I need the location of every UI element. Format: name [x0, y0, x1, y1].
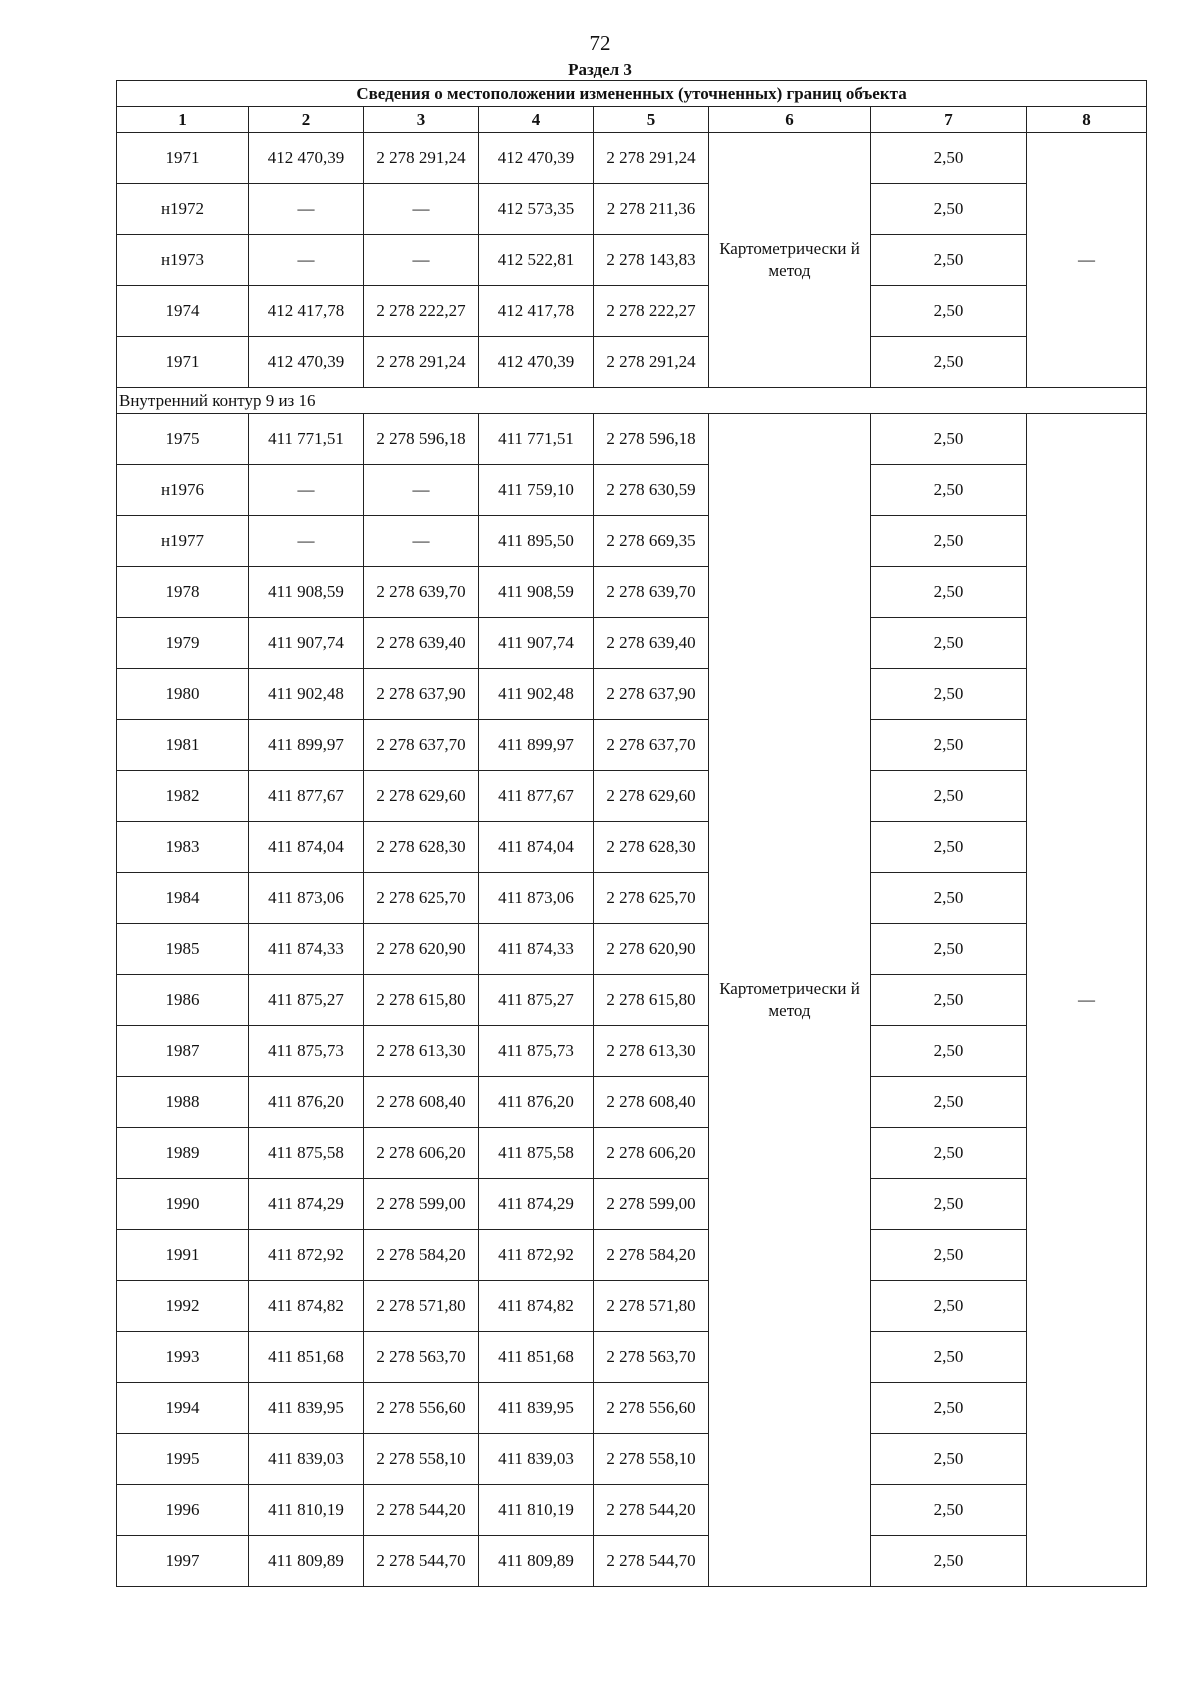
accuracy-cell: 2,50	[871, 1128, 1027, 1179]
accuracy-cell: 2,50	[871, 822, 1027, 873]
existing-y-cell: 2 278 571,80	[364, 1281, 479, 1332]
new-y-cell: 2 278 211,36	[594, 184, 709, 235]
table-row	[117, 1434, 1147, 1485]
existing-x-cell: 411 907,74	[249, 618, 364, 669]
accuracy-cell: 2,50	[871, 1485, 1027, 1536]
new-x-cell: 411 899,97	[479, 720, 594, 771]
column-header: 7	[871, 107, 1027, 133]
column-header: 2	[249, 107, 364, 133]
new-y-cell: 2 278 563,70	[594, 1332, 709, 1383]
existing-y-cell: 2 278 556,60	[364, 1383, 479, 1434]
existing-x-cell: 411 874,82	[249, 1281, 364, 1332]
table-row	[117, 822, 1147, 873]
existing-y-cell: 2 278 584,20	[364, 1230, 479, 1281]
existing-y-cell: 2 278 558,10	[364, 1434, 479, 1485]
column-header-row	[117, 107, 1147, 133]
existing-y-cell: 2 278 625,70	[364, 873, 479, 924]
new-y-cell: 2 278 571,80	[594, 1281, 709, 1332]
new-x-cell: 411 874,33	[479, 924, 594, 975]
new-x-cell: 411 874,82	[479, 1281, 594, 1332]
point-number-cell: н1976	[117, 465, 249, 516]
accuracy-cell: 2,50	[871, 1230, 1027, 1281]
new-y-cell: 2 278 669,35	[594, 516, 709, 567]
existing-y-cell: 2 278 615,80	[364, 975, 479, 1026]
point-number-cell: 1971	[117, 133, 249, 184]
contour-label: Внутренний контур 9 из 16	[117, 388, 1147, 414]
new-x-cell: 411 875,58	[479, 1128, 594, 1179]
table-row	[117, 1077, 1147, 1128]
new-x-cell: 412 470,39	[479, 133, 594, 184]
accuracy-cell: 2,50	[871, 1179, 1027, 1230]
point-number-cell: 1994	[117, 1383, 249, 1434]
existing-x-cell: 411 875,58	[249, 1128, 364, 1179]
table-row	[117, 618, 1147, 669]
existing-y-cell: 2 278 613,30	[364, 1026, 479, 1077]
new-x-cell: 411 874,04	[479, 822, 594, 873]
existing-y-cell: 2 278 599,00	[364, 1179, 479, 1230]
existing-x-cell: —	[249, 235, 364, 286]
new-y-cell: 2 278 544,70	[594, 1536, 709, 1587]
accuracy-cell: 2,50	[871, 1077, 1027, 1128]
new-y-cell: 2 278 625,70	[594, 873, 709, 924]
accuracy-cell: 2,50	[871, 924, 1027, 975]
new-y-cell: 2 278 596,18	[594, 414, 709, 465]
point-number-cell: 1974	[117, 286, 249, 337]
existing-x-cell: 411 899,97	[249, 720, 364, 771]
existing-x-cell: 411 809,89	[249, 1536, 364, 1587]
table-row	[117, 567, 1147, 618]
new-y-cell: 2 278 629,60	[594, 771, 709, 822]
point-number-cell: 1983	[117, 822, 249, 873]
new-x-cell: 412 417,78	[479, 286, 594, 337]
new-x-cell: 411 908,59	[479, 567, 594, 618]
section-title: Раздел 3	[568, 60, 632, 79]
new-x-cell: 411 874,29	[479, 1179, 594, 1230]
existing-x-cell: 411 876,20	[249, 1077, 364, 1128]
accuracy-cell: 2,50	[871, 975, 1027, 1026]
existing-x-cell: —	[249, 516, 364, 567]
point-number-cell: 1986	[117, 975, 249, 1026]
table-row	[117, 337, 1147, 388]
table-row	[117, 873, 1147, 924]
accuracy-cell: 2,50	[871, 873, 1027, 924]
table-row	[117, 771, 1147, 822]
column-header: 1	[117, 107, 249, 133]
new-x-cell: 411 895,50	[479, 516, 594, 567]
point-number-cell: 1987	[117, 1026, 249, 1077]
accuracy-cell: 2,50	[871, 1026, 1027, 1077]
existing-x-cell: 411 875,27	[249, 975, 364, 1026]
accuracy-cell: 2,50	[871, 235, 1027, 286]
table-row	[117, 184, 1147, 235]
column-header: 4	[479, 107, 594, 133]
method-cell: Картометрически й метод	[709, 414, 871, 1587]
table-row	[117, 516, 1147, 567]
existing-y-cell: —	[364, 235, 479, 286]
point-number-cell: 1991	[117, 1230, 249, 1281]
existing-y-cell: 2 278 629,60	[364, 771, 479, 822]
existing-y-cell: 2 278 620,90	[364, 924, 479, 975]
new-x-cell: 411 771,51	[479, 414, 594, 465]
point-number-cell: 1981	[117, 720, 249, 771]
point-number-cell: 1982	[117, 771, 249, 822]
point-number-cell: 1985	[117, 924, 249, 975]
accuracy-cell: 2,50	[871, 669, 1027, 720]
existing-x-cell: 412 417,78	[249, 286, 364, 337]
point-number-cell: 1989	[117, 1128, 249, 1179]
table-row	[117, 1230, 1147, 1281]
new-y-cell: 2 278 558,10	[594, 1434, 709, 1485]
table-title-row	[117, 81, 1147, 107]
table-row	[117, 669, 1147, 720]
column-8-cell: —	[1027, 414, 1147, 1587]
table-row	[117, 133, 1147, 184]
new-y-cell: 2 278 599,00	[594, 1179, 709, 1230]
existing-y-cell: —	[364, 516, 479, 567]
new-x-cell: 411 902,48	[479, 669, 594, 720]
new-x-cell: 411 839,03	[479, 1434, 594, 1485]
new-y-cell: 2 278 620,90	[594, 924, 709, 975]
existing-x-cell: 411 851,68	[249, 1332, 364, 1383]
new-y-cell: 2 278 291,24	[594, 337, 709, 388]
method-cell: Картометрически й метод	[709, 133, 871, 388]
new-y-cell: 2 278 556,60	[594, 1383, 709, 1434]
point-number-cell: 1988	[117, 1077, 249, 1128]
table-row	[117, 1383, 1147, 1434]
new-y-cell: 2 278 222,27	[594, 286, 709, 337]
new-x-cell: 411 872,92	[479, 1230, 594, 1281]
table-row	[117, 720, 1147, 771]
new-x-cell: 411 839,95	[479, 1383, 594, 1434]
existing-x-cell: 411 877,67	[249, 771, 364, 822]
accuracy-cell: 2,50	[871, 337, 1027, 388]
table-row	[117, 414, 1147, 465]
new-x-cell: 411 873,06	[479, 873, 594, 924]
table-row	[117, 286, 1147, 337]
point-number-cell: 1990	[117, 1179, 249, 1230]
point-number-cell: 1979	[117, 618, 249, 669]
existing-y-cell: 2 278 544,70	[364, 1536, 479, 1587]
accuracy-cell: 2,50	[871, 1332, 1027, 1383]
new-x-cell: 411 877,67	[479, 771, 594, 822]
table-row	[117, 235, 1147, 286]
point-number-cell: 1997	[117, 1536, 249, 1587]
new-x-cell: 411 875,27	[479, 975, 594, 1026]
point-number-cell: 1975	[117, 414, 249, 465]
existing-x-cell: 411 875,73	[249, 1026, 364, 1077]
existing-y-cell: 2 278 637,70	[364, 720, 479, 771]
existing-x-cell: 411 872,92	[249, 1230, 364, 1281]
point-number-cell: 1996	[117, 1485, 249, 1536]
accuracy-cell: 2,50	[871, 720, 1027, 771]
existing-y-cell: 2 278 639,70	[364, 567, 479, 618]
point-number-cell: 1980	[117, 669, 249, 720]
column-header: 5	[594, 107, 709, 133]
column-header: 8	[1027, 107, 1147, 133]
new-y-cell: 2 278 615,80	[594, 975, 709, 1026]
contour-label-row	[117, 388, 1147, 414]
accuracy-cell: 2,50	[871, 1281, 1027, 1332]
accuracy-cell: 2,50	[871, 1383, 1027, 1434]
table-row	[117, 465, 1147, 516]
existing-x-cell: —	[249, 184, 364, 235]
point-number-cell: 1993	[117, 1332, 249, 1383]
accuracy-cell: 2,50	[871, 133, 1027, 184]
existing-y-cell: 2 278 596,18	[364, 414, 479, 465]
existing-x-cell: 411 771,51	[249, 414, 364, 465]
existing-y-cell: 2 278 639,40	[364, 618, 479, 669]
accuracy-cell: 2,50	[871, 1434, 1027, 1485]
new-x-cell: 411 810,19	[479, 1485, 594, 1536]
existing-x-cell: 411 874,29	[249, 1179, 364, 1230]
new-y-cell: 2 278 630,59	[594, 465, 709, 516]
existing-y-cell: 2 278 544,20	[364, 1485, 479, 1536]
point-number-cell: н1972	[117, 184, 249, 235]
new-x-cell: 412 470,39	[479, 337, 594, 388]
table-row	[117, 975, 1147, 1026]
new-y-cell: 2 278 637,90	[594, 669, 709, 720]
accuracy-cell: 2,50	[871, 516, 1027, 567]
point-number-cell: 1978	[117, 567, 249, 618]
table-row	[117, 1281, 1147, 1332]
page-number: 72	[589, 31, 611, 55]
accuracy-cell: 2,50	[871, 771, 1027, 822]
existing-y-cell: 2 278 628,30	[364, 822, 479, 873]
new-x-cell: 411 875,73	[479, 1026, 594, 1077]
accuracy-cell: 2,50	[871, 567, 1027, 618]
new-y-cell: 2 278 608,40	[594, 1077, 709, 1128]
existing-x-cell: 411 873,06	[249, 873, 364, 924]
table-row	[117, 1332, 1147, 1383]
existing-y-cell: 2 278 222,27	[364, 286, 479, 337]
existing-y-cell: 2 278 291,24	[364, 133, 479, 184]
existing-x-cell: 411 839,03	[249, 1434, 364, 1485]
accuracy-cell: 2,50	[871, 414, 1027, 465]
existing-x-cell: 411 874,04	[249, 822, 364, 873]
new-y-cell: 2 278 637,70	[594, 720, 709, 771]
column-8-cell: —	[1027, 133, 1147, 388]
existing-x-cell: 411 902,48	[249, 669, 364, 720]
existing-x-cell: 411 810,19	[249, 1485, 364, 1536]
existing-y-cell: 2 278 563,70	[364, 1332, 479, 1383]
accuracy-cell: 2,50	[871, 184, 1027, 235]
existing-x-cell: —	[249, 465, 364, 516]
boundary-table	[116, 80, 1147, 1587]
existing-x-cell: 411 874,33	[249, 924, 364, 975]
existing-y-cell: 2 278 291,24	[364, 337, 479, 388]
table-title: Сведения о местоположении измененных (уточненных) границ объекта	[117, 81, 1147, 107]
existing-x-cell: 411 839,95	[249, 1383, 364, 1434]
existing-y-cell: 2 278 608,40	[364, 1077, 479, 1128]
existing-y-cell: —	[364, 465, 479, 516]
point-number-cell: 1984	[117, 873, 249, 924]
table-row	[117, 924, 1147, 975]
new-x-cell: 412 522,81	[479, 235, 594, 286]
new-y-cell: 2 278 639,40	[594, 618, 709, 669]
point-number-cell: н1973	[117, 235, 249, 286]
point-number-cell: н1977	[117, 516, 249, 567]
new-x-cell: 411 876,20	[479, 1077, 594, 1128]
new-y-cell: 2 278 544,20	[594, 1485, 709, 1536]
existing-y-cell: —	[364, 184, 479, 235]
new-x-cell: 412 573,35	[479, 184, 594, 235]
existing-y-cell: 2 278 637,90	[364, 669, 479, 720]
accuracy-cell: 2,50	[871, 286, 1027, 337]
table-row	[117, 1128, 1147, 1179]
table-row	[117, 1485, 1147, 1536]
new-x-cell: 411 759,10	[479, 465, 594, 516]
point-number-cell: 1995	[117, 1434, 249, 1485]
new-x-cell: 411 809,89	[479, 1536, 594, 1587]
new-y-cell: 2 278 613,30	[594, 1026, 709, 1077]
accuracy-cell: 2,50	[871, 465, 1027, 516]
point-number-cell: 1992	[117, 1281, 249, 1332]
new-y-cell: 2 278 291,24	[594, 133, 709, 184]
table-row	[117, 1536, 1147, 1587]
table-row	[117, 1026, 1147, 1077]
new-y-cell: 2 278 584,20	[594, 1230, 709, 1281]
existing-y-cell: 2 278 606,20	[364, 1128, 479, 1179]
point-number-cell: 1971	[117, 337, 249, 388]
existing-x-cell: 412 470,39	[249, 337, 364, 388]
new-x-cell: 411 907,74	[479, 618, 594, 669]
table-row	[117, 1179, 1147, 1230]
existing-x-cell: 412 470,39	[249, 133, 364, 184]
column-header: 3	[364, 107, 479, 133]
accuracy-cell: 2,50	[871, 1536, 1027, 1587]
accuracy-cell: 2,50	[871, 618, 1027, 669]
existing-x-cell: 411 908,59	[249, 567, 364, 618]
new-x-cell: 411 851,68	[479, 1332, 594, 1383]
new-y-cell: 2 278 639,70	[594, 567, 709, 618]
column-header: 6	[709, 107, 871, 133]
new-y-cell: 2 278 628,30	[594, 822, 709, 873]
new-y-cell: 2 278 143,83	[594, 235, 709, 286]
new-y-cell: 2 278 606,20	[594, 1128, 709, 1179]
